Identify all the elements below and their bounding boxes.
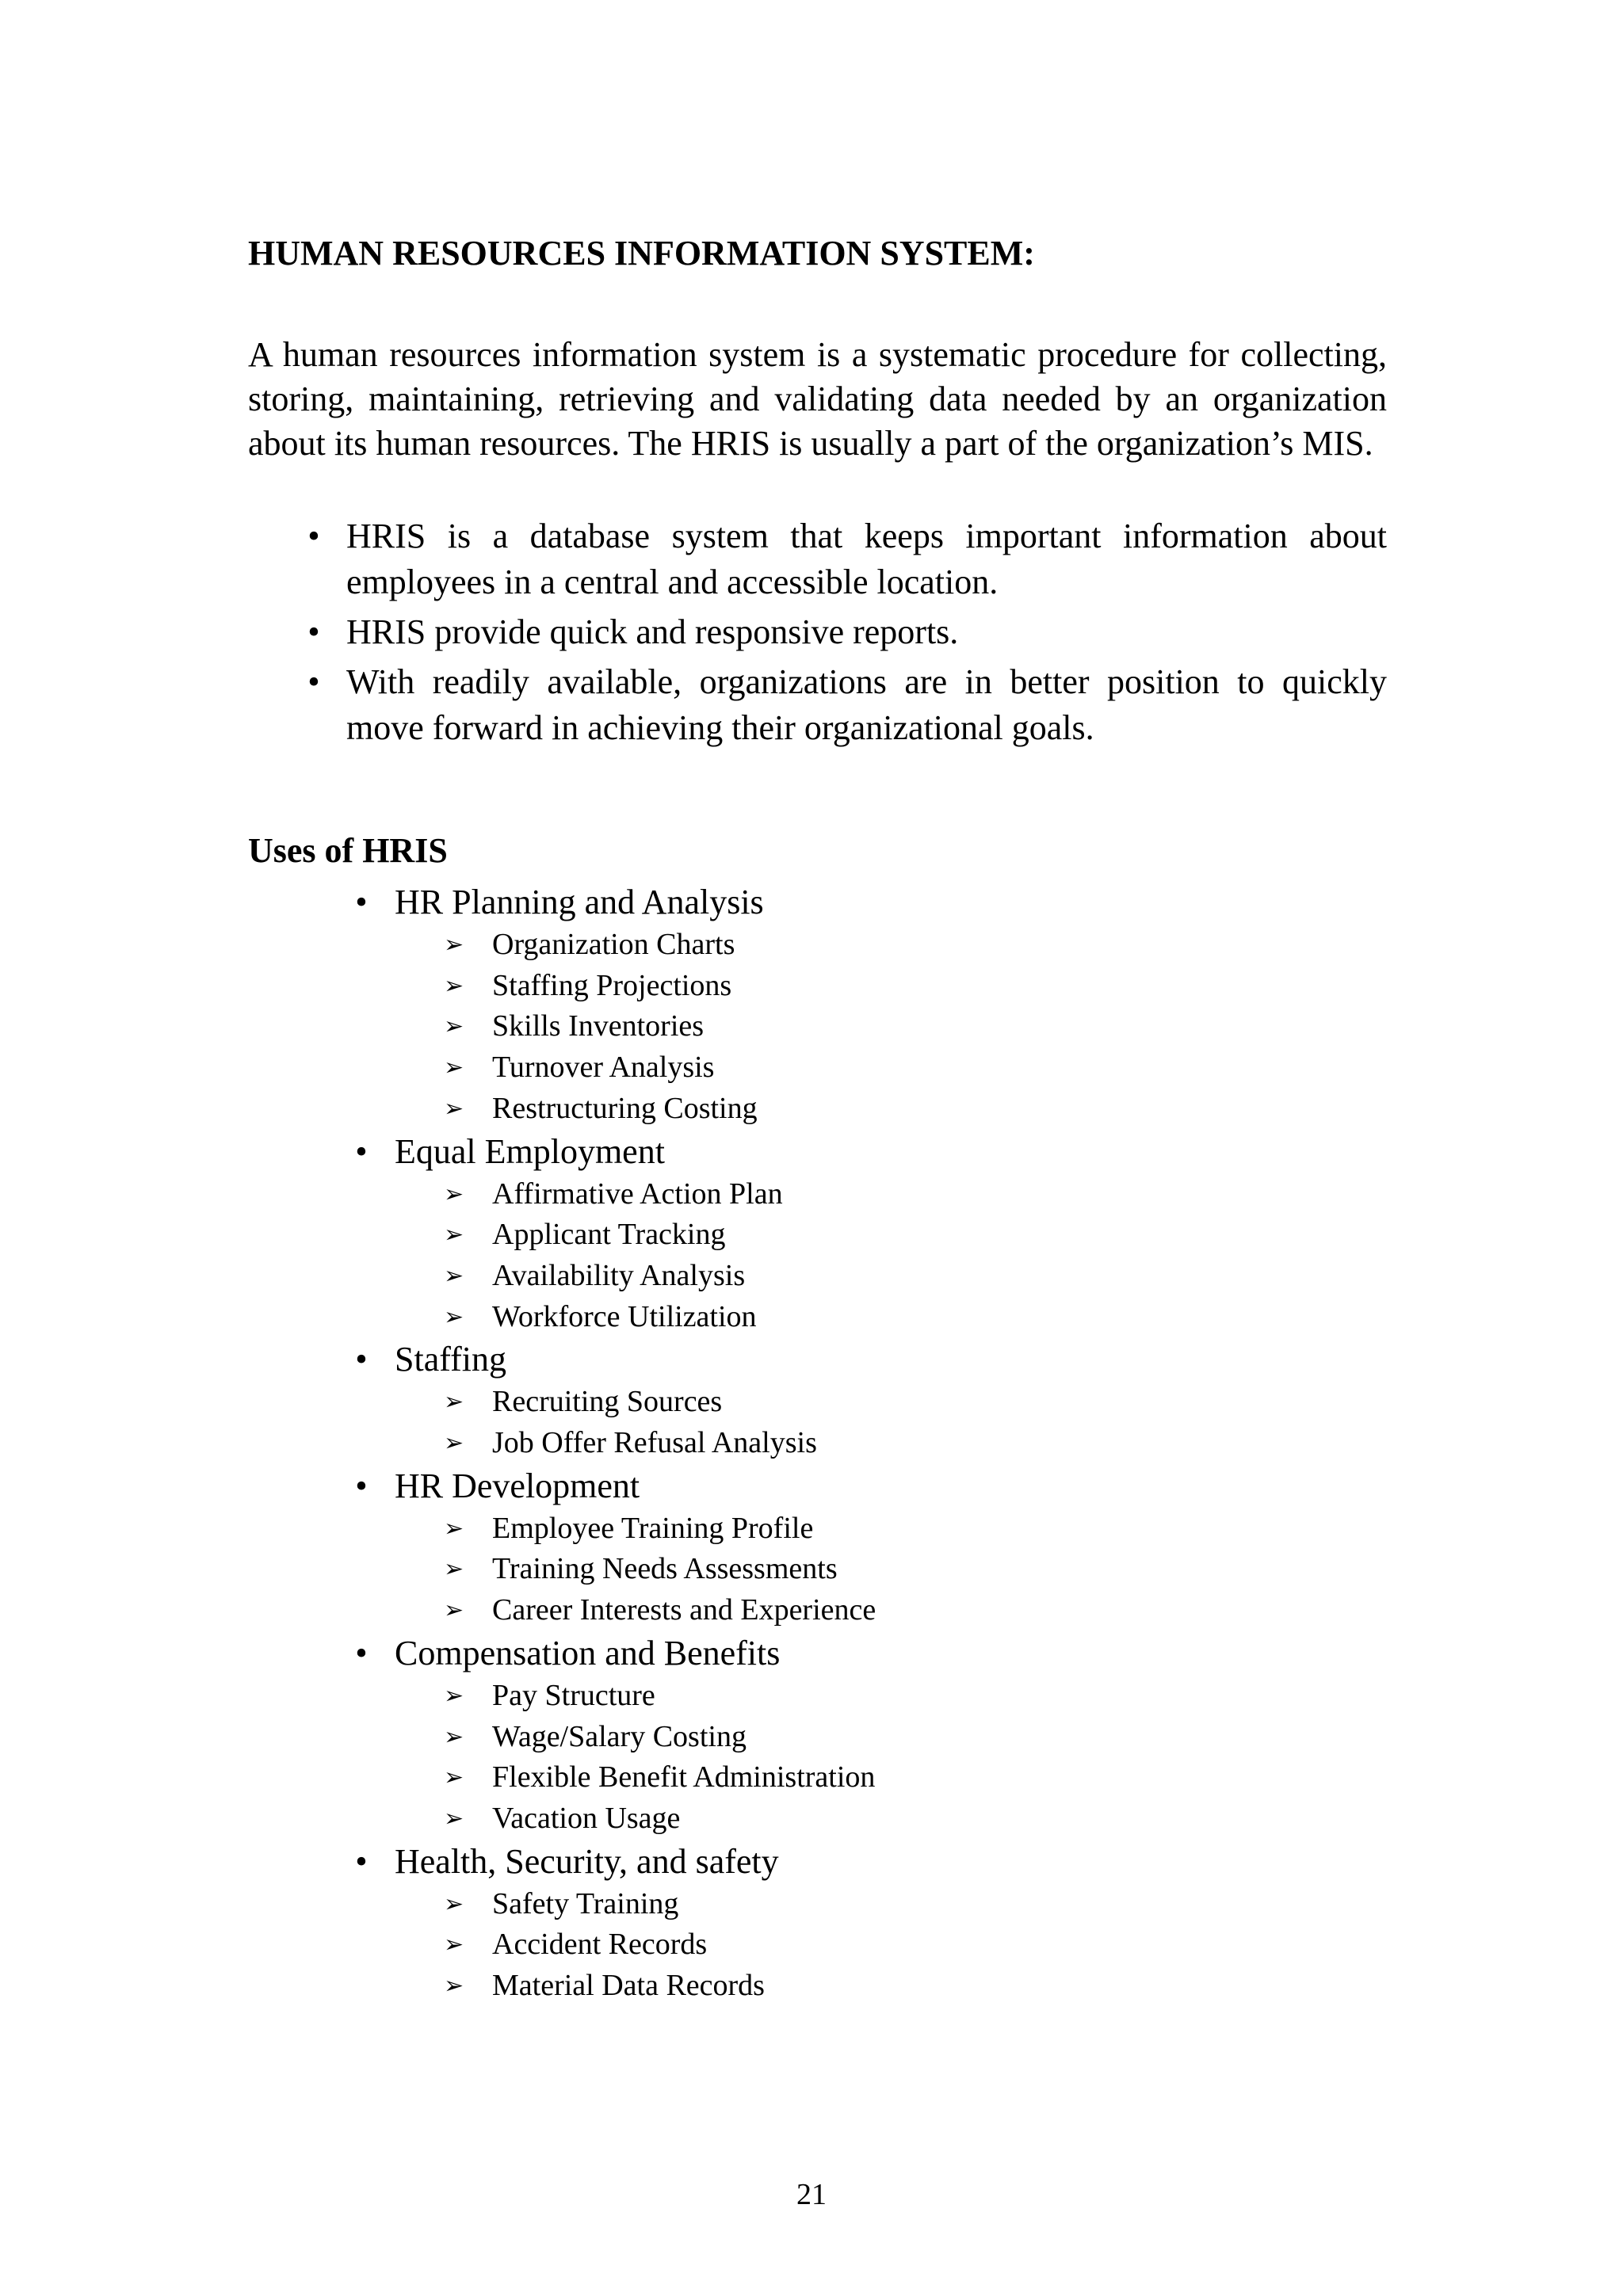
use-subitem: [444, 1382, 876, 1423]
use-subitem-label: Career Interests and Experience: [492, 1593, 876, 1627]
use-subitem: [444, 1884, 876, 1925]
use-category-label: HR Planning and Analysis: [395, 883, 764, 921]
use-subitem-list: [444, 925, 876, 1130]
use-subitem-label: Restructuring Costing: [492, 1091, 758, 1125]
use-category-label: Staffing: [395, 1340, 506, 1379]
arrowhead-icon: ➢: [444, 1429, 464, 1458]
arrowhead-icon: ➢: [444, 1890, 464, 1918]
use-subitem-label: Accident Records: [492, 1928, 708, 1962]
bullet-item: [298, 513, 1387, 605]
use-subitem: [444, 1676, 876, 1717]
use-category-title: [346, 1631, 876, 1676]
arrowhead-icon: ➢: [444, 1596, 464, 1625]
bullet-dot-icon: •: [307, 612, 320, 651]
use-category-title: [346, 1840, 876, 1884]
use-subitem-list: [444, 1174, 876, 1338]
use-category-label: Equal Employment: [395, 1131, 665, 1171]
arrowhead-icon: ➢: [444, 1514, 464, 1543]
intro-paragraph: A human resources information system is a systematic procedure for collecting, storing, maintaining, retrieving and validating data needed by an organization about its human resources. The HRIS is usually a part of the organization’s MIS.: [248, 335, 1387, 463]
section-heading: HUMAN RESOURCES INFORMATION SYSTEM:: [248, 234, 1035, 273]
use-category-label: Health, Security, and safety: [395, 1841, 779, 1881]
use-subitem-list: [444, 1884, 876, 2007]
arrowhead-icon: ➢: [444, 1094, 464, 1123]
use-subitem: [444, 1590, 876, 1631]
use-subitem: [444, 925, 876, 966]
bullet-dot-icon: •: [355, 883, 368, 921]
use-subitem-list: [444, 1382, 876, 1463]
arrowhead-icon: ➢: [444, 1764, 464, 1792]
use-subitem-label: Organization Charts: [492, 928, 735, 961]
arrowhead-icon: ➢: [444, 1261, 464, 1290]
use-subitem-label: Safety Training: [492, 1886, 679, 1920]
use-subitem: [444, 1006, 876, 1047]
use-subitem-label: Job Offer Refusal Analysis: [492, 1426, 817, 1460]
use-subitem: [444, 1256, 876, 1297]
bullet-dot-icon: •: [355, 1466, 368, 1505]
use-category-title: [346, 880, 876, 925]
use-category-label: Compensation and Benefits: [395, 1633, 781, 1672]
arrowhead-icon: ➢: [444, 1388, 464, 1417]
use-subitem-label: Recruiting Sources: [492, 1385, 723, 1419]
use-category: [346, 1130, 876, 1338]
use-subitem-label: Pay Structure: [492, 1678, 655, 1712]
arrowhead-icon: ➢: [444, 931, 464, 959]
uses-list: [346, 880, 876, 2007]
uses-heading: Uses of HRIS: [248, 831, 448, 870]
bullet-dot-icon: •: [355, 1131, 368, 1171]
use-subitem-label: Skills Inventories: [492, 1009, 705, 1043]
use-subitem-label: Applicant Tracking: [492, 1218, 726, 1252]
use-category-title: [346, 1464, 876, 1508]
bullet-dot-icon: •: [355, 1841, 368, 1881]
use-subitem: [444, 1215, 876, 1256]
use-subitem-label: Material Data Records: [492, 1969, 765, 2003]
use-subitem-label: Availability Analysis: [492, 1258, 746, 1292]
use-category: [346, 1464, 876, 1631]
bullet-text: HRIS provide quick and responsive reports.: [346, 612, 959, 651]
use-subitem: [444, 1423, 876, 1464]
use-subitem: [444, 1717, 876, 1758]
arrowhead-icon: ➢: [444, 1013, 464, 1041]
use-category: [346, 1631, 876, 1840]
arrowhead-icon: ➢: [444, 1804, 464, 1833]
use-subitem-list: [444, 1676, 876, 1840]
use-subitem-label: Turnover Analysis: [492, 1051, 715, 1085]
use-subitem: [444, 1757, 876, 1798]
use-subitem: [444, 1508, 876, 1550]
bullet-dot-icon: •: [307, 517, 320, 555]
use-subitem: [444, 1966, 876, 2007]
arrowhead-icon: ➢: [444, 1302, 464, 1331]
bullet-dot-icon: •: [355, 1633, 368, 1672]
arrowhead-icon: ➢: [444, 1681, 464, 1710]
arrowhead-icon: ➢: [444, 1972, 464, 2000]
use-category-label: HR Development: [395, 1466, 640, 1505]
bullet-item: [298, 609, 1387, 655]
use-subitem: [444, 966, 876, 1007]
use-subitem-list: [444, 1508, 876, 1631]
use-subitem-label: Training Needs Assessments: [492, 1552, 838, 1586]
use-subitem: [444, 1798, 876, 1840]
use-subitem: [444, 1297, 876, 1338]
use-subitem-label: Wage/Salary Costing: [492, 1719, 747, 1753]
use-subitem-label: Affirmative Action Plan: [492, 1177, 783, 1211]
use-category-title: [346, 1130, 876, 1174]
arrowhead-icon: ➢: [444, 1931, 464, 1959]
hris-bullet-list: [298, 513, 1387, 755]
arrowhead-icon: ➢: [444, 1180, 464, 1208]
arrowhead-icon: ➢: [444, 1722, 464, 1751]
arrowhead-icon: ➢: [444, 1555, 464, 1584]
use-subitem: [444, 1174, 876, 1215]
use-category: [346, 1337, 876, 1463]
arrowhead-icon: ➢: [444, 1221, 464, 1249]
bullet-text: HRIS is a database system that keeps important information about employees in a central and accessible location.: [346, 517, 1387, 601]
use-category-title: [346, 1337, 876, 1382]
arrowhead-icon: ➢: [444, 1054, 464, 1082]
use-subitem-label: Staffing Projections: [492, 968, 732, 1002]
use-category: [346, 880, 876, 1130]
page-number: 21: [796, 2178, 827, 2211]
use-subitem-label: Vacation Usage: [492, 1801, 681, 1835]
bullet-dot-icon: •: [355, 1340, 368, 1379]
use-subitem: [444, 1089, 876, 1130]
use-subitem-label: Flexible Benefit Administration: [492, 1760, 876, 1794]
use-category: [346, 1840, 876, 2007]
bullet-dot-icon: •: [307, 662, 320, 701]
use-subitem-label: Workforce Utilization: [492, 1299, 757, 1333]
use-subitem: [444, 1047, 876, 1089]
bullet-text: With readily available, organizations are in better position to quickly move forward in achieving their organizational goals.: [346, 662, 1387, 747]
use-subitem-label: Employee Training Profile: [492, 1511, 814, 1545]
bullet-item: [298, 659, 1387, 751]
use-subitem: [444, 1549, 876, 1590]
arrowhead-icon: ➢: [444, 971, 464, 1000]
use-subitem: [444, 1924, 876, 1966]
